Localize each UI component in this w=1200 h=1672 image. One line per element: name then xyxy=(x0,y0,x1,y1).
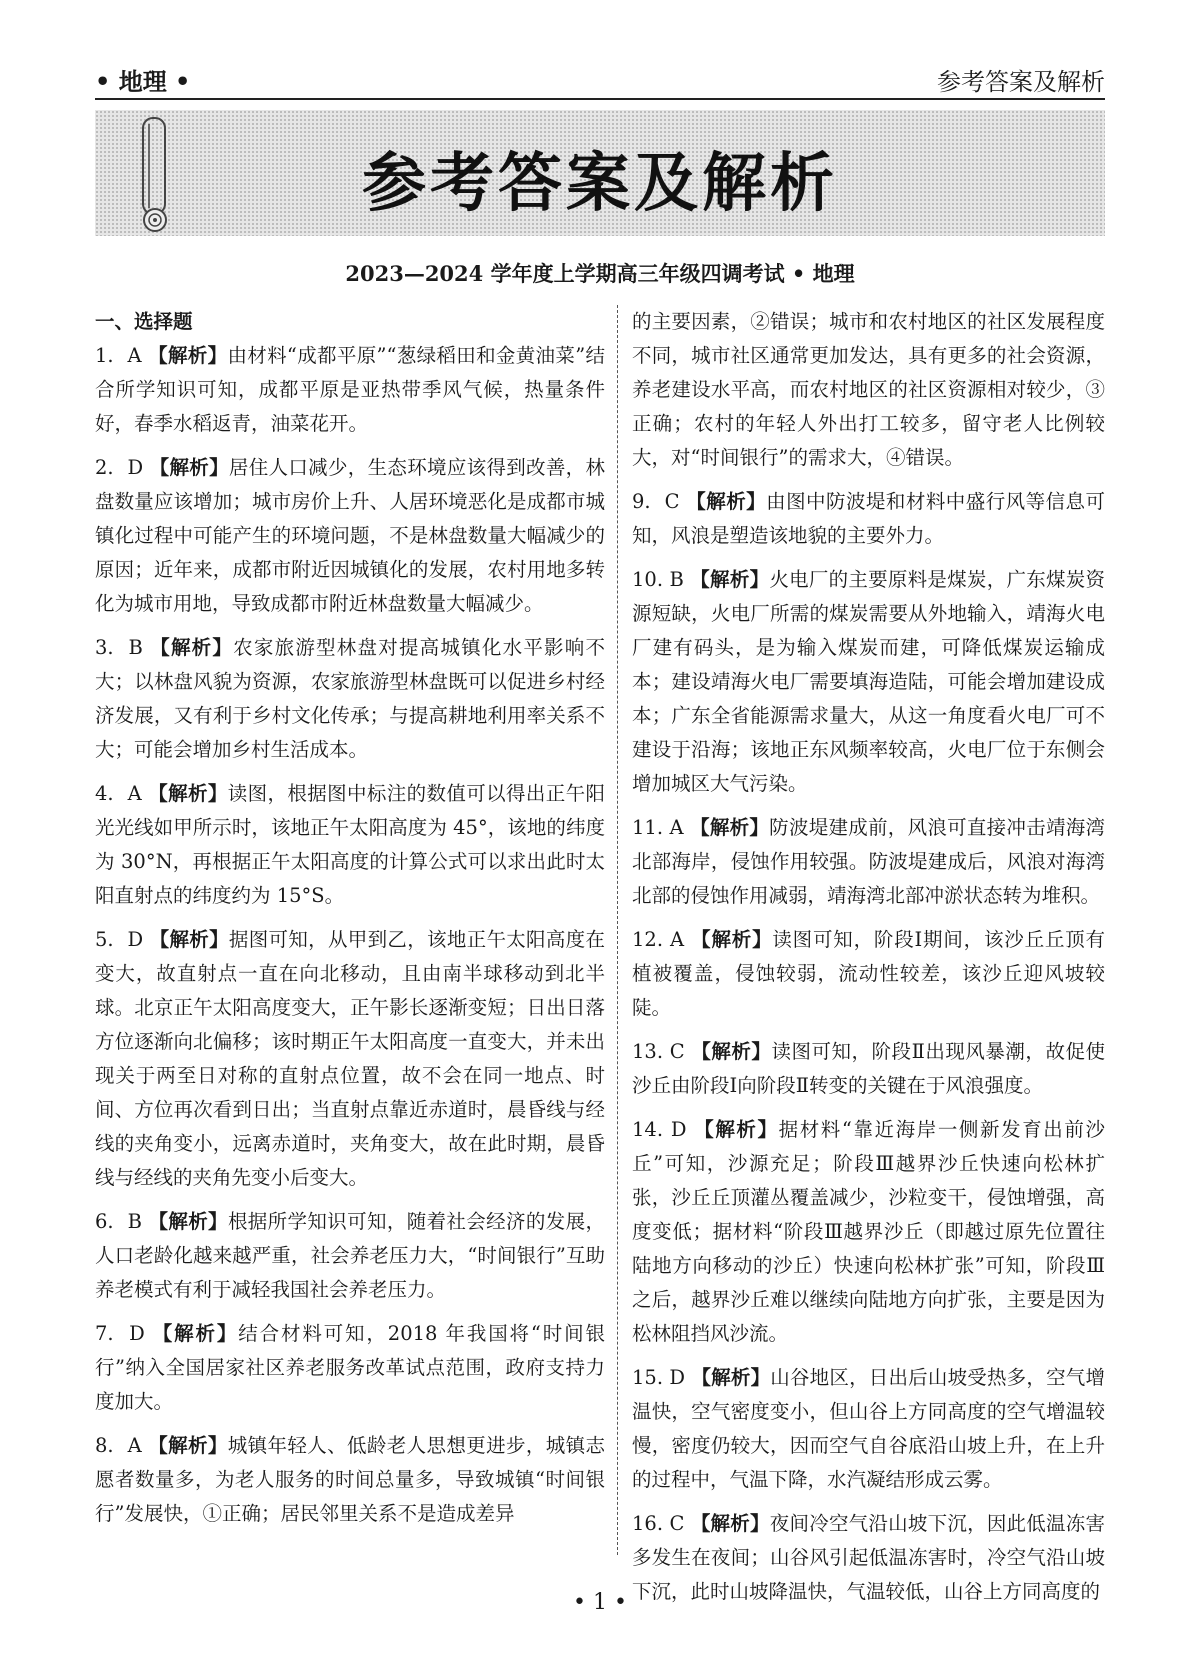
item-answer: C xyxy=(669,1040,685,1063)
item-number: 16. xyxy=(632,1512,664,1535)
section-heading: 一、选择题 xyxy=(95,310,193,333)
analysis-text: 读图可知，阶段Ⅱ出现风暴潮，故促使沙丘由阶段Ⅰ向阶段Ⅱ转变的关键在于风浪强度。 xyxy=(632,1040,1105,1097)
answer-item-11 xyxy=(632,811,1105,913)
item-answer: B xyxy=(127,1210,142,1233)
analysis-label: 【解析】 xyxy=(150,636,234,659)
item-answer: A xyxy=(127,1434,142,1457)
analysis-label: 【解析】 xyxy=(694,1118,779,1141)
answer-item-6 xyxy=(95,1205,605,1307)
answer-item-10 xyxy=(632,563,1105,801)
answer-item-5 xyxy=(95,923,605,1195)
header-divider xyxy=(95,98,1105,100)
analysis-label: 【解析】 xyxy=(148,344,228,367)
item-number: 5. xyxy=(95,928,114,951)
analysis-text: 居住人口减少，生态环境应该得到改善，林盘数量应该增加；城市房价上升、人居环境恶化是成都市城镇化过程中可能产生的环境问题，不是林盘数量大幅减少的原因；近年来，成都市附近因城镇化的发展，农村用地多转化为城市用地，导致成都市附近林盘数量大幅减少。 xyxy=(95,456,605,615)
analysis-text: 农家旅游型林盘对提高城镇化水平影响不大；以林盘风貌为资源，农家旅游型林盘既可以促进乡村经济发展，又有利于乡村文化传承；与提高耕地利用率关系不大；可能会增加乡村生活成本。 xyxy=(95,636,605,761)
analysis-text: 防波堤建成前，风浪可直接冲击靖海湾北部海岸，侵蚀作用较强。防波堤建成后，风浪对海湾北部的侵蚀作用减弱，靖海湾北部冲淤状态转为堆积。 xyxy=(632,816,1106,907)
exam-title: 2023—2024 学年度上学期高三年级四调考试 • 地理 xyxy=(345,261,855,286)
item-number: 10. xyxy=(632,568,664,591)
item-number: 3. xyxy=(95,636,114,659)
analysis-label: 【解析】 xyxy=(148,1434,228,1457)
analysis-label: 【解析】 xyxy=(148,782,228,805)
item-number: 1. xyxy=(95,344,114,367)
item-answer: C xyxy=(664,490,680,513)
item-number: 4. xyxy=(95,782,114,805)
analysis-label: 【解析】 xyxy=(149,456,229,479)
answer-item-1 xyxy=(95,339,605,441)
item-answer: B xyxy=(669,568,684,591)
item-number: 7. xyxy=(95,1322,114,1345)
analysis-text: 结合材料可知，2018 年我国将“时间银行”纳入全国居家社区养老服务改革试点范围，政府支持力度加大。 xyxy=(95,1322,605,1413)
analysis-text: 据材料“靠近海岸一侧新发育出前沙丘”可知，沙源充足；阶段Ⅲ越界沙丘快速向松林扩张，沙丘丘顶灌丛覆盖减少，沙粒变干，侵蚀增强，高度变低；据材料“阶段Ⅲ越界沙丘（即越过原先位置往陆地方向移动的沙丘）快速向松林扩张”可知，阶段Ⅲ之后，越界沙丘难以继续向陆地方向扩张，主要是因为松林阻挡风沙流。 xyxy=(632,1118,1105,1345)
analysis-label: 【解析】 xyxy=(686,490,767,513)
answer-item-14 xyxy=(632,1113,1105,1351)
analysis-text: 城镇年轻人、低龄老人思想更进步，城镇志愿者数量多，为老人服务的时间总量多，导致城镇“时间银行”发展快，①正确；居民邻里关系不是造成差异 xyxy=(95,1434,605,1525)
analysis-label: 【解析】 xyxy=(149,928,229,951)
analysis-text: 夜间冷空气沿山坡下沉，因此低温冻害多发生在夜间；山谷风引起低温冻害时，冷空气沿山坡下沉，此时山坡降温快，气温较低，山谷上方同高度的 xyxy=(632,1512,1105,1603)
column-divider xyxy=(617,305,618,1555)
analysis-label: 【解析】 xyxy=(691,1366,771,1389)
answer-item-8-continued: 的主要因素，②错误；城市和农村地区的社区发展程度不同，城市社区通常更加发达，具有更多的社会资源，养老建设水平高，而农村地区的社区资源相对较少，③正确；农村的年轻人外出打工较多，留守老人比例较大，对“时间银行”的需求大，④错误。 xyxy=(632,310,1105,469)
subject-label: • 地理 • xyxy=(95,67,191,96)
analysis-label: 【解析】 xyxy=(691,1040,772,1063)
item-answer: B xyxy=(128,636,143,659)
analysis-label: 【解析】 xyxy=(690,1512,770,1535)
analysis-label: 【解析】 xyxy=(691,928,773,951)
item-number: 13. xyxy=(632,1040,664,1063)
answer-item-8 xyxy=(95,1429,605,1531)
item-number: 12. xyxy=(632,928,664,951)
item-answer: D xyxy=(669,1366,686,1389)
item-number: 8. xyxy=(95,1434,114,1457)
analysis-label: 【解析】 xyxy=(152,1322,239,1345)
banner-title: 参考答案及解析 xyxy=(362,147,838,221)
item-number: 14. xyxy=(632,1118,664,1141)
item-answer: D xyxy=(127,456,144,479)
item-number: 11. xyxy=(632,816,664,839)
answer-item-9 xyxy=(632,485,1105,553)
answer-item-7 xyxy=(95,1317,605,1419)
answer-item-4 xyxy=(95,777,605,913)
analysis-text: 读图可知，阶段Ⅰ期间，该沙丘丘顶有植被覆盖，侵蚀较弱，流动性较差，该沙丘迎风坡较陡。 xyxy=(632,928,1105,1019)
right-column xyxy=(632,305,1105,1619)
analysis-text: 根据所学知识可知，随着社会经济的发展，人口老龄化越来越严重，社会养老压力大，“时间银行”互助养老模式有利于减轻我国社会养老压力。 xyxy=(95,1210,605,1301)
item-answer: A xyxy=(670,928,685,951)
analysis-text: 火电厂的主要原料是煤炭，广东煤炭资源短缺，火电厂所需的煤炭需要从外地输入，靖海火电厂建有码头，是为输入煤炭而建，可降低煤炭运输成本；建设靖海火电厂需要填海造陆，可能会增加建设成本；广东全省能源需求量大，从这一角度看火电厂可不建设于沿海；该地正东风频率较高，火电厂位于东侧会增加城区大气污染。 xyxy=(632,568,1105,795)
item-answer: C xyxy=(669,1512,685,1535)
analysis-label: 【解析】 xyxy=(690,816,770,839)
item-answer: A xyxy=(127,344,142,367)
left-column xyxy=(95,305,605,1541)
item-answer: D xyxy=(670,1118,687,1141)
analysis-text: 读图，根据图中标注的数值可以得出正午阳光光线如甲所示时，该地正午太阳高度为 45°，该地的纬度为 30°N，再根据正午太阳高度的计算公式可以求出此时太阳直射点的纬度约为 15°S。 xyxy=(95,782,605,907)
item-number: 6. xyxy=(95,1210,114,1233)
analysis-text: 由图中防波堤和材料中盛行风等信息可知，风浪是塑造该地貌的主要外力。 xyxy=(632,490,1106,547)
item-answer: D xyxy=(129,1322,145,1345)
analysis-label: 【解析】 xyxy=(690,568,770,591)
analysis-text: 据图可知，从甲到乙，该地正午太阳高度在变大，故直射点一直在向北移动，且由南半球移动到北半球。北京正午太阳高度变大，正午影长逐渐变短；日出日落方位逐渐向北偏移；该时期正午太阳高度一直变大，并未出现关于两至日对称的直射点位置，故不会在同一地点、时间、方位再次看到日出；当直射点靠近赤道时，晨昏线与经线的夹角变小，远离赤道时，夹角变大，故在此时期，晨昏线与经线的夹角先变小后变大。 xyxy=(95,928,605,1189)
answer-item-2 xyxy=(95,451,605,621)
analysis-text: 由材料“成都平原”“葱绿稻田和金黄油菜”结合所学知识可知，成都平原是亚热带季风气候，热量条件好，春季水稻返青，油菜花开。 xyxy=(95,344,605,435)
item-number: 2. xyxy=(95,456,114,479)
item-answer: A xyxy=(669,816,684,839)
answer-item-3 xyxy=(95,631,605,767)
item-number: 9. xyxy=(632,490,651,513)
page-header xyxy=(95,62,1105,98)
answer-item-15 xyxy=(632,1361,1105,1497)
answer-item-13 xyxy=(632,1035,1105,1103)
answer-item-12 xyxy=(632,923,1105,1025)
analysis-label: 【解析】 xyxy=(148,1210,228,1233)
item-answer: D xyxy=(127,928,144,951)
item-answer: A xyxy=(127,782,142,805)
header-section-title: 参考答案及解析 xyxy=(937,68,1105,96)
title-banner xyxy=(95,110,1105,236)
page-number: • 1 • xyxy=(573,1590,627,1615)
item-number: 15. xyxy=(632,1366,664,1389)
analysis-text: 山谷地区，日出后山坡受热多，空气增温快，空气密度变小，但山谷上方同高度的空气增温较慢，密度仍较大，因而空气自谷底沿山坡上升，在上升的过程中，气温下降，水汽凝结形成云雾。 xyxy=(632,1366,1105,1491)
